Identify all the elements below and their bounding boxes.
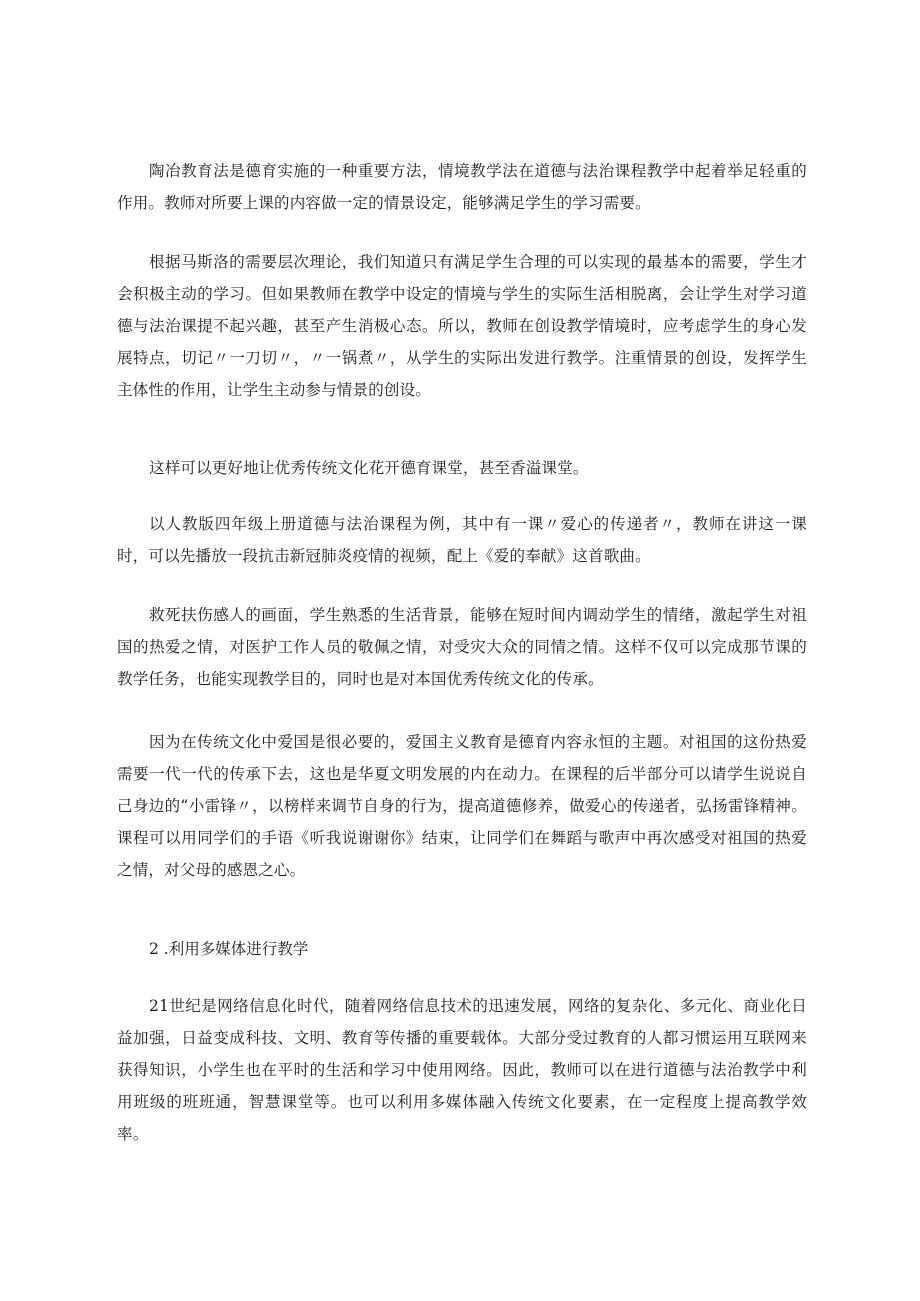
paragraph-4: 以人教版四年级上册道德与法治课程为例，其中有一课〃爱心的传递者〃，教师在讲这一课时，可以先播放一段抗击新冠肺炎疫情的视频，配上《爱的奉献》这首歌曲。 [117,515,807,565]
paragraph-6: 因为在传统文化中爱国是很必要的，爱国主义教育是德育内容永恒的主题。对祖国的这份热爱需要一代一代的传承下去，这也是华夏文明发展的内在动力。在课程的后半部分可以请学生说说自己身边的“小雷锋〃，以榜样来调节自身的行为，提高道德修养，做爱心的传递者，弘扬雷锋精神。课程可以用同学们的手语《听我说谢谢你》结束，让同学们在舞蹈与歌声中再次感受对祖国的热爱之情，对父母的感恩之心。 [117,733,807,879]
section-heading: 2 .利用多媒体进行教学 [149,940,309,958]
paragraph-7: 21世纪是网络信息化时代，随着网络信息技术的迅速发展，网络的复杂化、多元化、商业化日益加强，日益变成科技、文明、教育等传播的重要载体。大部分受过教育的人都习惯运用互联网来获得知识，小学生也在平时的生活和学习中使用网络。因此，教师可以在进行道德与法治教学中利用班级的班班通，智慧课堂等。也可以利用多媒体融入传统文化要素，在一定程度上提高教学效率。 [117,997,807,1143]
paragraph-3: 这样可以更好地让优秀传统文化花开德育课堂，甚至香溢课堂。 [149,459,589,477]
paragraph-1: 陶冶教育法是德育实施的一种重要方法，情境教学法在道德与法治课程教学中起着举足轻重的作用。教师对所要上课的内容做一定的情景设定，能够满足学生的学习需要。 [117,162,807,212]
paragraph-2: 根据马斯洛的需要层次理论，我们知道只有满足学生合理的可以实现的最基本的需要，学生才会积极主动的学习。但如果教师在教学中设定的情境与学生的实际生活相脱离，会让学生对学习道德与法治课提不起兴趣，甚至产生消极心态。所以，教师在创设教学情境时，应考虑学生的身心发展特点，切记〃一刀切〃，〃一锅煮〃，从学生的实际出发进行教学。注重情景的创设，发挥学生主体性的作用，让学生主动参与情景的创设。 [117,253,807,399]
paragraph-5: 救死扶伤感人的画面，学生熟悉的生活背景，能够在短时间内调动学生的情绪，激起学生对祖国的热爱之情，对医护工作人员的敬佩之情，对受灾大众的同情之情。这样不仅可以完成那节课的教学任务，也能实现教学目的，同时也是对本国优秀传统文化的传承。 [117,606,807,688]
